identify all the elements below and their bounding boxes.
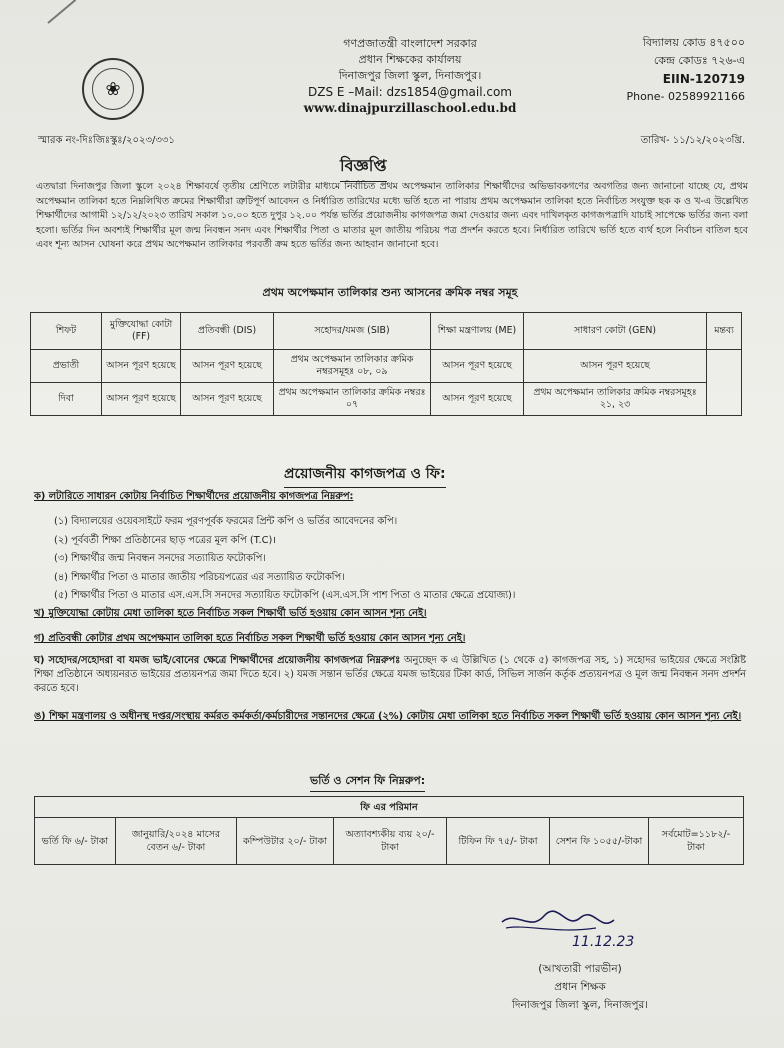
cell: আসন পূরণ হয়েছে — [524, 350, 707, 383]
signatory-block — [500, 960, 660, 1014]
cell: প্রভাতী — [31, 350, 102, 383]
section-ka: ক) লটারিতে সাধারন কোটায় নির্বাচিত শিক্ষার্থীদের প্রয়োজনীয় কাগজপত্র নিম্নরুপ: — [34, 491, 354, 502]
fee-cell-essential: অত্যাবশ্যকীয় ব্যয় ২০/-টাকা — [334, 818, 447, 865]
fee-cell-admission: ভর্তি ফি ৬/- টাকা — [35, 818, 116, 865]
docs-list — [54, 513, 515, 606]
school-code: বিদ্যালয় কোড ৪৭৫০০ — [642, 36, 745, 49]
section-ga: গ) প্রতিবন্ধী কোটার প্রথম অপেক্ষমান তালিকা হতে নির্বাচিত সকল শিক্ষার্থী ভর্তি হওয়ায় কোন আসন শূন্য নেই। — [34, 633, 466, 644]
office-name: প্রধান শিক্ষকের কার্যালয় — [358, 53, 462, 66]
fee-cell-january: জানুয়ারি/২০২৪ মাসের বেতন ৬/- টাকা — [116, 818, 237, 865]
list-item: (১) বিদ্যালয়ের ওয়েবসাইটে ফরম পূরণপূর্বক ফরমের প্রিন্ট কপি ও ভর্তির আবেদনের কপি। — [54, 516, 398, 527]
paper-fold-mark — [47, 0, 76, 24]
memo-number: স্মারক নং-দিঃজিঃস্কুঃ/২০২৩/৩৩১ — [38, 135, 175, 146]
seat-table-title: প্রথম অপেক্ষমান তালিকার শুন্য আসনের ক্রমিক নম্বর সমূহ — [262, 286, 518, 299]
cell: প্রথম অপেক্ষমান তালিকার ক্রমিক নম্বরঃ ০৭ — [274, 383, 431, 416]
cell: আসন পূরণ হয়েছে — [102, 350, 181, 383]
list-item: (৪) শিক্ষার্থীর পিতা ও মাতার জাতীয় পরিচয়পত্রের এর সত্যায়িত ফটোকপি। — [54, 571, 345, 583]
section-gha-body: অনুচ্ছেদ ক এ উল্লিখিত (১ থেকে ৫) কাগজপত্র সহ, ১) সহোদর ভাইয়ের ক্ষেত্রে সংশ্লিষ্ট শিক্ষা প্রতিষ্ঠানে অধ্যয়নরত ভাইয়ের প্রত্যয়নপত্র জমা দিতে হবে। ২) যমজ সন্তান ভর্তির ক্ষেত্রে যমজ ভাইয়ের টিকা কার্ড, সিভিল সার্জন কর্তৃক প্রত্যয়নপত্র ও মূল জন্ম নিবন্ধন সনদ প্রদর্শন করতে হবে। — [34, 655, 746, 694]
cell: আসন পূরণ হয়েছে — [431, 383, 524, 416]
col-sib: সহোদর/যমজ (SIB) — [274, 313, 431, 350]
table-row — [31, 383, 742, 416]
signatory-name: (আখতারী পারভীন) — [538, 963, 622, 975]
signatory-designation: প্রধান শিক্ষক — [554, 981, 606, 993]
cell: আসন পূরণ হয়েছে — [431, 350, 524, 383]
email-line: DZS E –Mail: dzs1854@gmail.com — [308, 85, 512, 99]
col-remarks: মন্তব্য — [707, 313, 742, 350]
cell: প্রথম অপেক্ষমান তালিকার ক্রমিক নম্বরসমূহঃ ০৮, ০৯ — [274, 350, 431, 383]
table-row — [31, 350, 742, 383]
col-dis: প্রতিবন্ধী (DIS) — [181, 313, 274, 350]
col-ff: মুক্তিযোদ্ধা কোটা (FF) — [102, 313, 181, 350]
cell: আসন পূরণ হয়েছে — [102, 383, 181, 416]
fee-header-row — [35, 797, 744, 818]
section-kha: খ) মুক্তিযোদ্ধা কোটায় মেধা তালিকা হতে নির্বাচিত সকল শিক্ষার্থী ভর্তি হওয়ায় কোন আসন শূন্য নেই। — [34, 608, 427, 619]
list-item: (৩) শিক্ষার্থীর জন্ম নিবন্ধন সনদের সত্যায়িত ফটোকপি। — [54, 553, 266, 564]
notice-title: বিজ্ঞপ্তি — [340, 153, 387, 182]
eiin-number: EIIN-120719 — [662, 72, 745, 86]
list-item: (২) পূর্ববর্তী শিক্ষা প্রতিষ্ঠানের ছাড় পত্রের মূল কপি (T.C)। — [54, 534, 277, 546]
signature-date: 11.12.23 — [572, 934, 635, 950]
phone-number: Phone- 02589921166 — [626, 90, 745, 103]
col-shift: শিফট — [31, 313, 102, 350]
section-gha — [34, 654, 746, 696]
fee-cell-tiffin: টিফিন ফি ৭৫/- টাকা — [447, 818, 550, 865]
signatory-school: দিনাজপুর জিলা স্কুল, দিনাজপুর। — [511, 999, 649, 1011]
col-me: শিক্ষা মন্ত্রণালয় (ME) — [431, 313, 524, 350]
notice-body: এতদ্বারা দিনাজপুর জিলা স্কুলে ২০২৪ শিক্ষাবর্ষে তৃতীয় শ্রেণিতে লটারীর মাধ্যমে নির্বাচিত প্রথম অপেক্ষমান তালিকার শিক্ষার্থীদের অভিভাবকগণের অবগতির জন্য জানানো যাচ্ছে যে, প্রথম অপেক্ষমান তালিকা হতে নিম্নলিখিত ক্রমের শিক্ষার্থীরা ত্রুটিপূর্ণ আবেদন ও নির্ধারিত তারিখের মধ্যে ভর্তি হতে না পারায় প্রথম অপেক্ষমান তালিকা হতে নির্বাচিত সংযুক্ত ছক ক ও খ-এ উল্লেখিত শিক্ষার্থীদের আগামী ১২/১২/২০২৩ তারিখ সকাল ১০.০০ হতে দুপুর ১২.০০ পর্যন্ত ভর্তির প্রয়োজনীয় কাগজপত্র জমা দেওয়ার জন্য এবং দাখিলকৃত কাগজপত্রাদি যাচাই সাপেক্ষে ভর্তির জন্য বলা হলো। ভর্তির দিন অবশ্যই শিক্ষার্থীর মূল জন্ম নিবন্ধন সনদ এবং শিক্ষার্থীর পিতা ও মাতার মূল জাতীয় পরিচয় পত্র প্রদর্শন করতে হবে। নির্ধারিত তারিখে ভর্তি হতে ব্যর্থ হলে নির্বাচন বাতিল হবে এবং শূন্য আসন ঘোষনা করে প্রথম অপেক্ষমান তালিকার পরবর্তী ক্রম হতে ভর্তির জন্য আহবান জানানো হবে। — [36, 181, 748, 251]
fee-table — [34, 796, 744, 865]
notice-date: তারিখ- ১১/১২/২০২৩খ্রি. — [640, 135, 745, 146]
fee-cell-total: সর্বমোট=১১৮২/- টাকা — [649, 818, 744, 865]
header-right — [585, 34, 745, 106]
fee-section-title: ভর্তি ও সেশন ফি নিম্নরুপ: — [310, 772, 425, 792]
cell: দিবা — [31, 383, 102, 416]
section-gha-heading: ঘ) সহোদর/সহোদরা বা যমজ ভাই/বোনের ক্ষেত্রে শিক্ষার্থীদের প্রয়োজনীয় কাগজপত্র নিম্নরুপঃ — [34, 655, 401, 666]
school-name: দিনাজপুর জিলা স্কুল, দিনাজপুর। — [338, 69, 482, 82]
school-seal-logo — [82, 58, 144, 120]
fee-cell-session: সেশন ফি ১০৫৫/-টাকা — [550, 818, 649, 865]
website-link: www.dinajpurzillaschool.edu.bd — [303, 101, 517, 115]
list-item: (৫) শিক্ষার্থীর পিতা ও মাতার এস.এস.সি সনদের সত্যায়িত ফটোকপি (এস.এস.সি পাশ পিতা ও মাতার ক্ষেত্রে প্রযোজ্য)। — [54, 590, 516, 601]
docs-fee-title: প্রয়োজনীয় কাগজপত্র ও ফি: — [284, 462, 446, 488]
cell: আসন পূরণ হয়েছে — [181, 350, 274, 383]
cell: প্রথম অপেক্ষমান তালিকার ক্রমিক নম্বরসমূহঃ ২১, ২৩ — [524, 383, 707, 416]
header-center — [260, 36, 560, 116]
table-header-row — [31, 313, 742, 350]
signature-mark — [496, 902, 656, 954]
table-row — [35, 818, 744, 865]
col-gen: সাধারণ কোটা (GEN) — [524, 313, 707, 350]
seal-emblem-icon: ❀ — [92, 68, 134, 110]
govt-name: গণপ্রজাতন্ত্রী বাংলাদেশ সরকার — [343, 37, 477, 50]
cell — [707, 350, 742, 416]
cell: আসন পূরণ হয়েছে — [181, 383, 274, 416]
centre-code: কেন্দ্র কোডঃ ৭২৬-এ — [653, 54, 745, 67]
fee-header: ফি এর পরিমান — [35, 797, 744, 818]
section-uma: ঙ) শিক্ষা মন্ত্রণালয় ও অধীনস্থ দপ্তর/সংস্থায় কর্মরত কর্মকর্তা/কর্মচারীদের সন্তানদের ক্ষেত্রে (২%) কোটায় মেধা তালিকা হতে নির্বাচিত সকল শিক্ষার্থী ভর্তি হওয়ায় কোন আসন শূন্য নেই। — [34, 711, 742, 722]
fee-cell-computer: কম্পিউটার ২০/- টাকা — [237, 818, 334, 865]
vacant-seat-table — [30, 312, 742, 416]
